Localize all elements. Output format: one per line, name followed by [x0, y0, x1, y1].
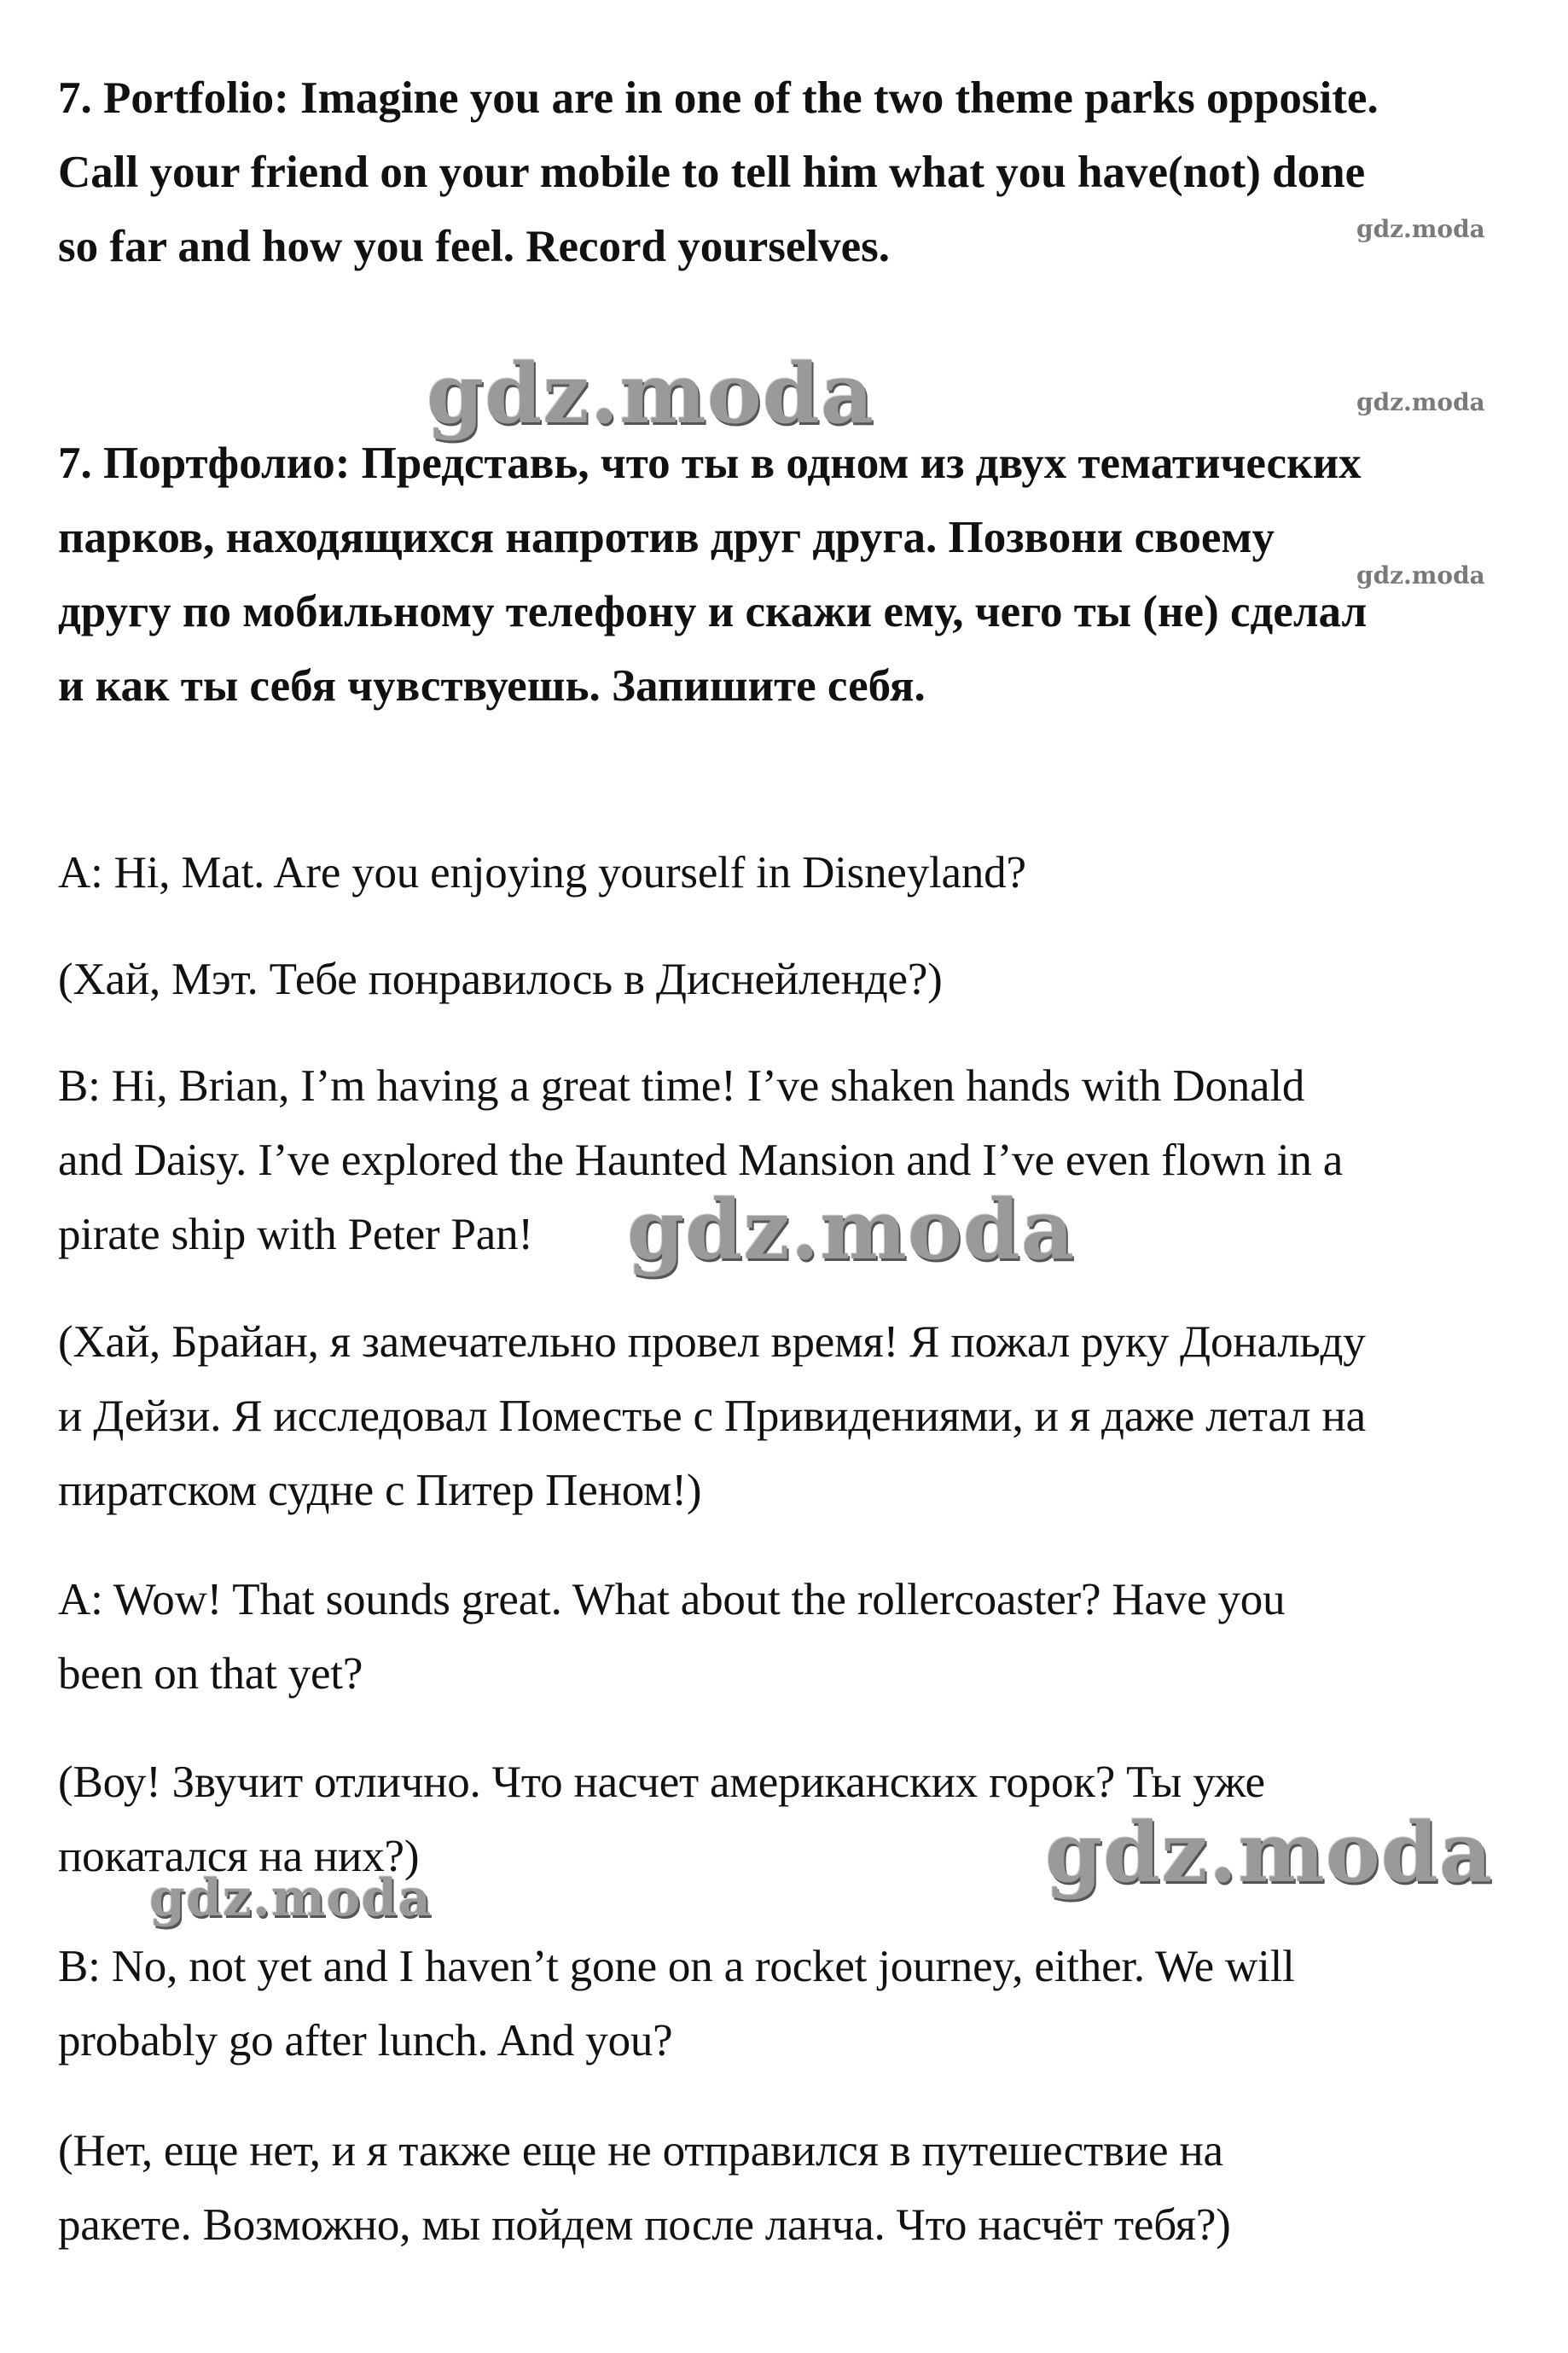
watermark-small: gdz.moda: [1356, 215, 1485, 243]
dialogue-text: A: Hi, Mat. Are you enjoying yourself in Disneyland?: [58, 848, 1026, 898]
dialogue-text: (Воу! Звучит отлично. Что насчет американских горок? Ты уже: [58, 1757, 1265, 1807]
dialogue-text: (Хай, Мэт. Тебе понравилось в Диснейленде?): [58, 955, 943, 1004]
dialogue-text: покатался на них?): [58, 1832, 420, 1881]
dialogue-text: (Нет, еще нет, и я также еще не отправился в путешествие на: [58, 2126, 1223, 2176]
dialogue-line-a2: [58, 1563, 1542, 1711]
watermark-large: gdz.moda: [149, 1868, 433, 1928]
task-heading-ru: [58, 427, 1534, 723]
task-ru-line: и как ты себя чувствуешь. Запишите себя.: [58, 661, 926, 711]
watermark-large: gdz.moda: [627, 1182, 1076, 1278]
dialogue-text: pirate ship with Peter Pan!: [58, 1210, 533, 1259]
task-heading-en: [58, 61, 1534, 284]
task-ru-line: другу по мобильному телефону и скажи ему, чего ты (не) сделал: [58, 587, 1368, 636]
dialogue-text: и Дейзи. Я исследовал Поместье с Привидениями, и я даже летал на: [58, 1391, 1366, 1441]
dialogue-line-b1-translation: [58, 1305, 1542, 1528]
dialogue-line-b2-translation: [58, 2114, 1542, 2263]
dialogue-text: B: Hi, Brian, I’m having a great time! I’ve shaken hands with Donald: [58, 1061, 1305, 1111]
dialogue-text: probably go after lunch. And you?: [58, 2016, 673, 2065]
dialogue-text: (Хай, Брайан, я замечательно провел время! Я пожал руку Дональду: [58, 1317, 1366, 1367]
dialogue-line-a1: [58, 836, 1542, 910]
dialogue-line-b2: [58, 1930, 1542, 2078]
task-en-line: 7. Portfolio: Imagine you are in one of the two theme parks opposite.: [58, 73, 1379, 123]
dialogue-text: A: Wow! That sounds great. What about the rollercoaster? Have you: [58, 1575, 1286, 1624]
watermark-large: gdz.moda: [427, 346, 875, 442]
task-en-line: so far and how you feel. Record yourselves.: [58, 222, 891, 271]
dialogue-line-a1-translation: [58, 943, 1542, 1017]
dialogue-text: пиратском судне с Питер Пеном!): [58, 1466, 702, 1515]
dialogue-text: B: No, not yet and I haven’t gone on a rocket journey, either. We will: [58, 1942, 1295, 1991]
watermark-large: gdz.moda: [1045, 1804, 1494, 1901]
watermark-small: gdz.moda: [1356, 561, 1485, 590]
watermark-small: gdz.moda: [1356, 388, 1485, 416]
dialogue-text: ракете. Возможно, мы пойдем после ланча. Что насчёт тебя?): [58, 2200, 1231, 2250]
dialogue-text: been on that yet?: [58, 1649, 363, 1699]
task-ru-line: 7. Портфолио: Представь, что ты в одном из двух тематических: [58, 439, 1362, 488]
dialogue-text: and Daisy. I’ve explored the Haunted Mansion and I’ve even flown in a: [58, 1136, 1344, 1185]
task-en-line: Call your friend on your mobile to tell him what you have(not) done: [58, 148, 1366, 197]
task-ru-line: парков, находящихся напротив друг друга. Позвони своему: [58, 513, 1275, 562]
